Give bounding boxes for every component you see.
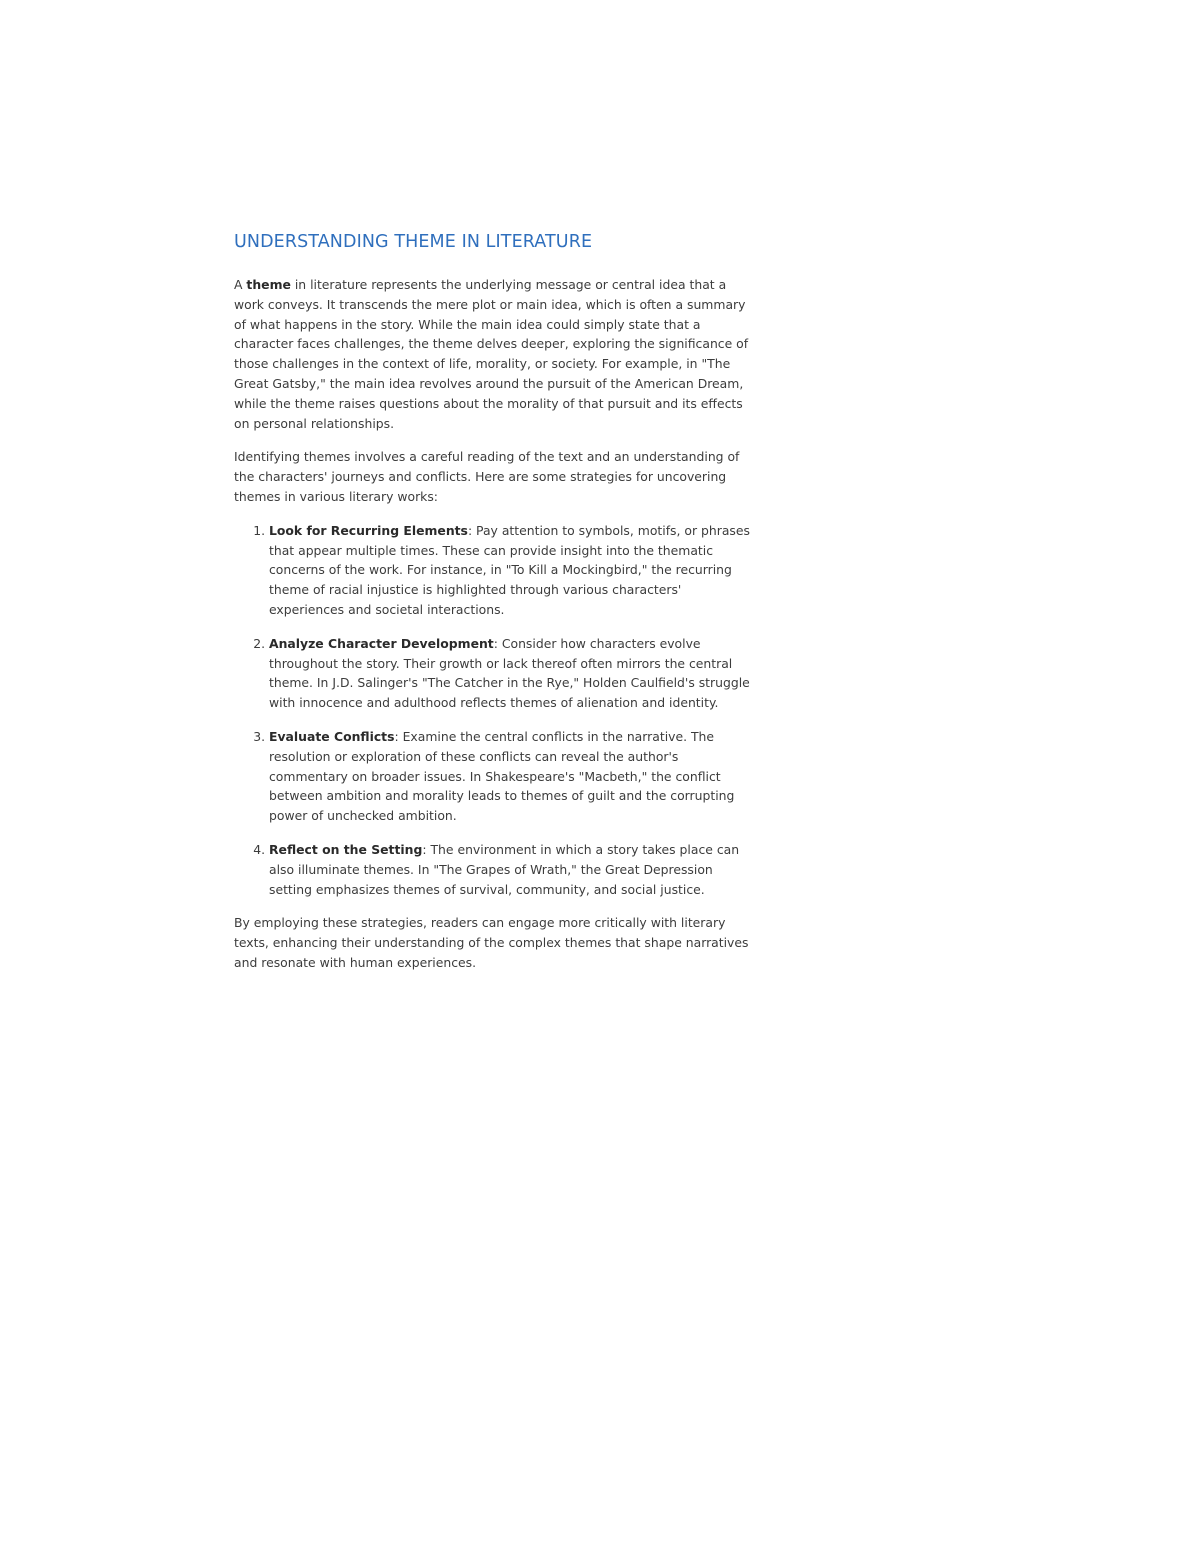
strategy-text: : Examine the central conflicts in the narrative. The resolution or exploration of these conflicts can reveal the author's commentary on broader issues. In Shakespeare's "Macbeth," the conflict between ambition and morality leads to themes of guilt and the corrupting power of unchecked ambition. <box>269 728 735 824</box>
conclusion-paragraph: By employing these strategies, readers can engage more critically with literary texts, enhancing their understanding of the complex themes that shape narratives and resonate with human experiences. <box>234 915 749 970</box>
strategies-intro-paragraph: Identifying themes involves a careful reading of the text and an understanding of the characters' journeys and conflicts. Here are some strategies for uncovering themes in various literary works: <box>234 449 740 504</box>
document-page <box>234 228 756 987</box>
strategy-text: : Pay attention to symbols, motifs, or phrases that appear multiple times. These can provide insight into the thematic concerns of the work. For instance, in "To Kill a Mockingbird," the recurring theme of racial injustice is highlighted through various characters' experiences and societal interactions. <box>269 522 750 617</box>
page-title: UNDERSTANDING THEME IN LITERATURE <box>234 232 593 252</box>
strategy-item-conflicts <box>269 727 756 826</box>
strategy-item-recurring-elements <box>269 521 756 620</box>
intro-paragraph <box>234 275 756 433</box>
strategy-label: Reflect on the Setting <box>269 841 423 857</box>
strategy-text: : The environment in which a story takes place can also illuminate themes. In "The Grapes of Wrath," the Great Depression setting emphasizes themes of survival, community, and social justice. <box>269 841 740 897</box>
intro-prefix: A <box>234 277 247 292</box>
intro-text: in literature represents the underlying message or central idea that a work conveys. It transcends the mere plot or main idea, which is often a summary of what happens in the story. While the main idea could simply state that a character faces challenges, the theme delves deeper, exploring the significance of those challenges in the context of life, morality, or society. For example, in "The Great Gatsby," the main idea revolves around the pursuit of the American Dream, while the theme raises questions about the morality of that pursuit and its effects on personal relationships. <box>234 277 749 431</box>
strategy-list <box>234 521 756 900</box>
strategy-item-setting <box>269 840 756 899</box>
strategy-text: : Consider how characters evolve throughout the story. Their growth or lack thereof often mirrors the central theme. In J.D. Salinger's "The Catcher in the Rye," Holden Caulfield's struggle with innocence and adulthood reflects themes of alienation and identity. <box>269 635 750 711</box>
strategy-label: Analyze Character Development <box>269 635 494 651</box>
intro-term: theme <box>246 277 291 292</box>
strategy-label: Evaluate Conflicts <box>269 728 395 744</box>
strategy-label: Look for Recurring Elements <box>269 522 468 538</box>
strategy-item-character-development <box>269 634 756 713</box>
